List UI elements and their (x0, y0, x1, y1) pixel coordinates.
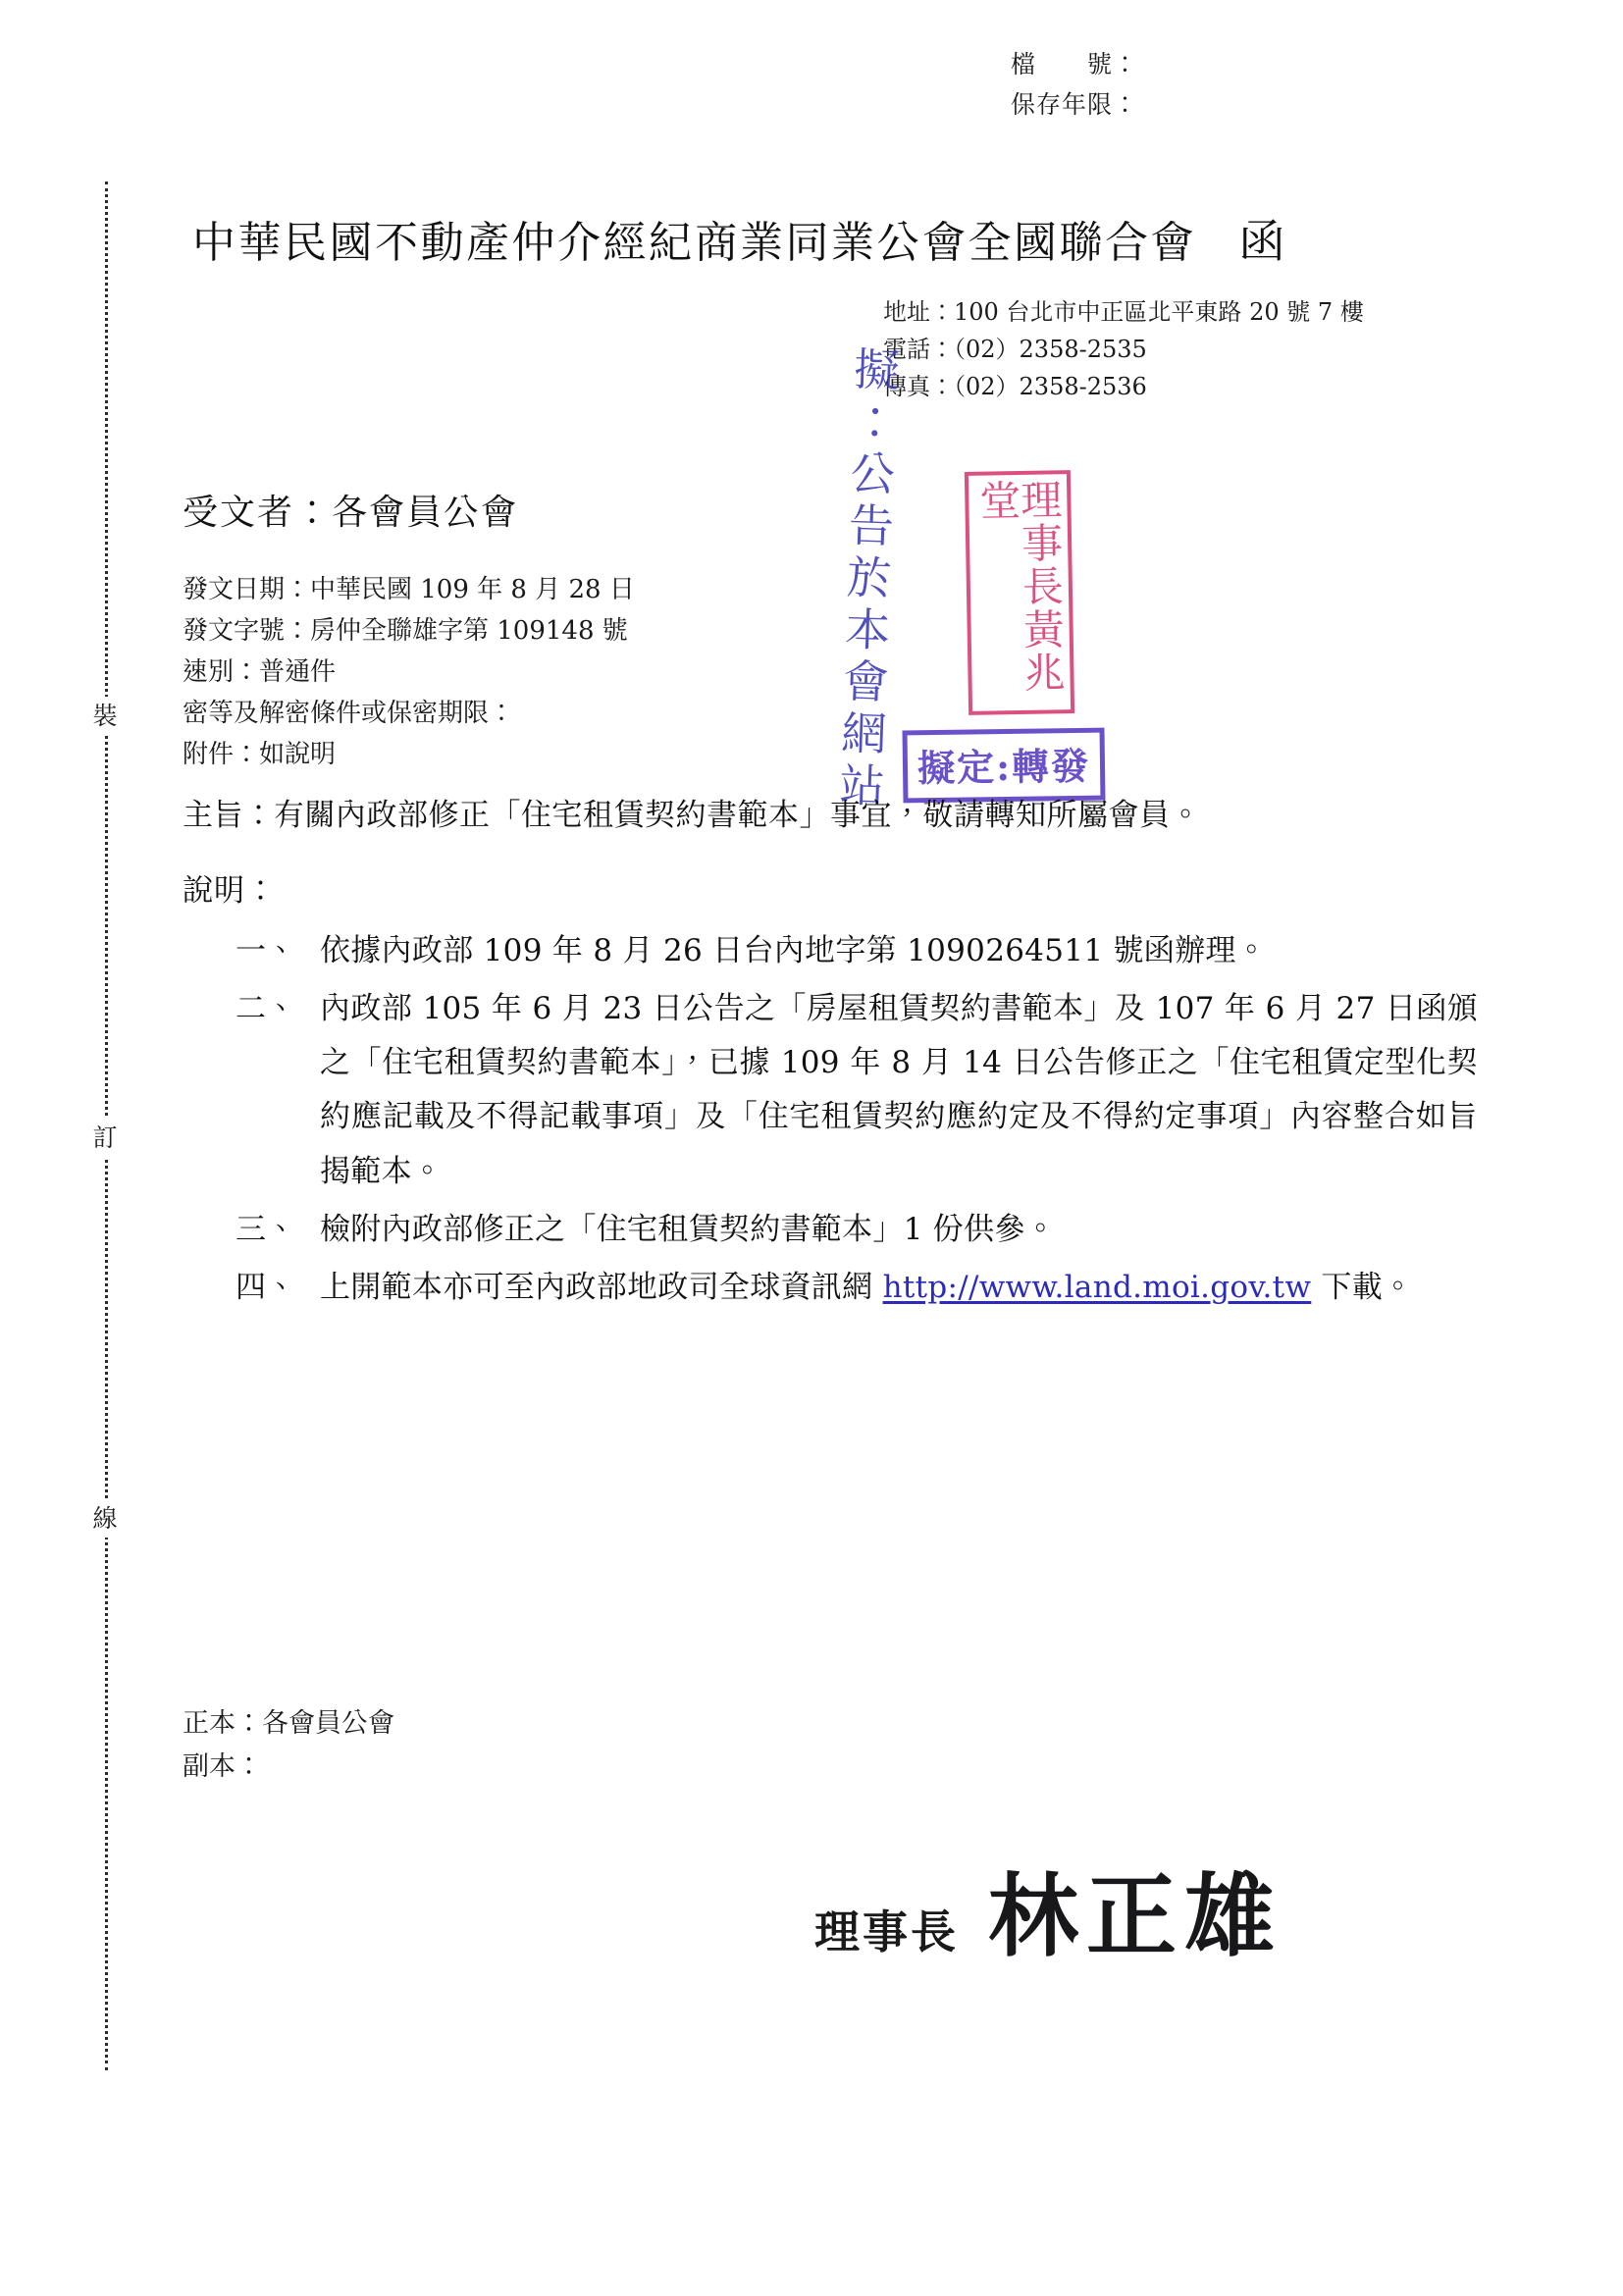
organization-title: 中華民國不動產仲介經紀商業同業公會全國聯合會 (192, 218, 1196, 268)
item-text: 依據內政部 109 年 8 月 26 日台內地字第 1090264511 號函辦理。 (320, 932, 1267, 968)
item-text-after-link: 下載。 (1311, 1269, 1414, 1305)
classification-level: 密等及解密條件或保密期限： (183, 699, 515, 729)
explanation-item (183, 924, 1478, 978)
document-body (183, 790, 1478, 1319)
chairman-seal-stamp (965, 470, 1074, 715)
land-moi-website-link[interactable]: http://www.land.moi.gov.tw (882, 1269, 1312, 1305)
attachment-note: 附件：如說明 (183, 740, 337, 770)
document-metadata (183, 569, 635, 776)
document-type: 函 (1239, 215, 1287, 268)
address-line: 地址：100 台北市中正區北平東路 20 號 7 樓 (883, 298, 1364, 326)
explanation-item (183, 982, 1478, 1199)
approval-stamp: 擬定:轉發 (902, 728, 1105, 804)
binding-mark-zhuang: 裝 (82, 697, 128, 735)
retention-period-label: 保存年限： (1011, 89, 1139, 119)
explanation-item (183, 1261, 1478, 1315)
subject-row (183, 790, 1478, 842)
contact-block (883, 294, 1364, 406)
explanation-item (183, 1203, 1478, 1257)
speed-level: 速別：普通件 (183, 657, 337, 688)
recipient-label: 受文者： (183, 493, 333, 533)
document-number: 發文字號：房仲全聯雄字第 109148 號 (183, 616, 628, 647)
chairman-seal-text: 理事長黃兆堂 (972, 478, 1067, 696)
signatory-name: 林正雄 (988, 1863, 1283, 1969)
original-copies: 正本：各會員公會 (183, 1708, 394, 1739)
recipient-value: 各會員公會 (332, 493, 519, 533)
signature-block (814, 1845, 1283, 1974)
item-number: 三、 (236, 1211, 296, 1247)
item-text: 內政部 105 年 6 月 23 日公告之「房屋租賃契約書範本」及 107 年 6 月 27 日函頒之「住宅租賃契約書範本」，已據 109 年 8 月 14 日公告修正之「住宅租賃定型化契約應記載及不得記載事項」及「住宅租賃契約應約定及不得約定事項」內容整合如旨揭範本。 (320, 991, 1478, 1189)
item-text-before-link: 上開範本亦可至內政部地政司全球資訊網 (320, 1269, 883, 1305)
recipient-line (183, 485, 518, 535)
explanation-label: 說明： (183, 873, 277, 910)
duplicate-copies: 副本： (183, 1750, 262, 1782)
item-number: 四、 (236, 1269, 296, 1305)
subject-text: 有關內政部修正「住宅租賃契約書範本」事宜，敬請轉知所屬會員。 (274, 798, 1201, 833)
archive-header (1011, 45, 1138, 125)
masthead (192, 206, 1287, 271)
explanation-item-list (183, 924, 1478, 1315)
item-text (320, 1261, 1478, 1315)
item-number: 一、 (236, 932, 296, 968)
file-number-label: 檔 號： (1011, 50, 1139, 78)
binding-mark-ding: 訂 (82, 1119, 128, 1157)
fax-line: 傳真：（02）2358-2536 (883, 372, 1147, 400)
distribution-block (183, 1702, 394, 1788)
binding-mark-xian: 線 (82, 1499, 128, 1538)
issue-date: 發文日期：中華民國 109 年 8 月 28 日 (183, 575, 635, 604)
item-number: 二、 (236, 991, 296, 1027)
handwritten-note-annotation: 擬：公告於本會網站 (831, 344, 902, 815)
item-text: 檢附內政部修正之「住宅租賃契約書範本」1 份供參。 (320, 1211, 1057, 1247)
phone-line: 電話：（02）2358-2535 (883, 335, 1147, 363)
signatory-title: 理事長 (814, 1905, 959, 1958)
subject-label: 主旨： (183, 798, 274, 833)
